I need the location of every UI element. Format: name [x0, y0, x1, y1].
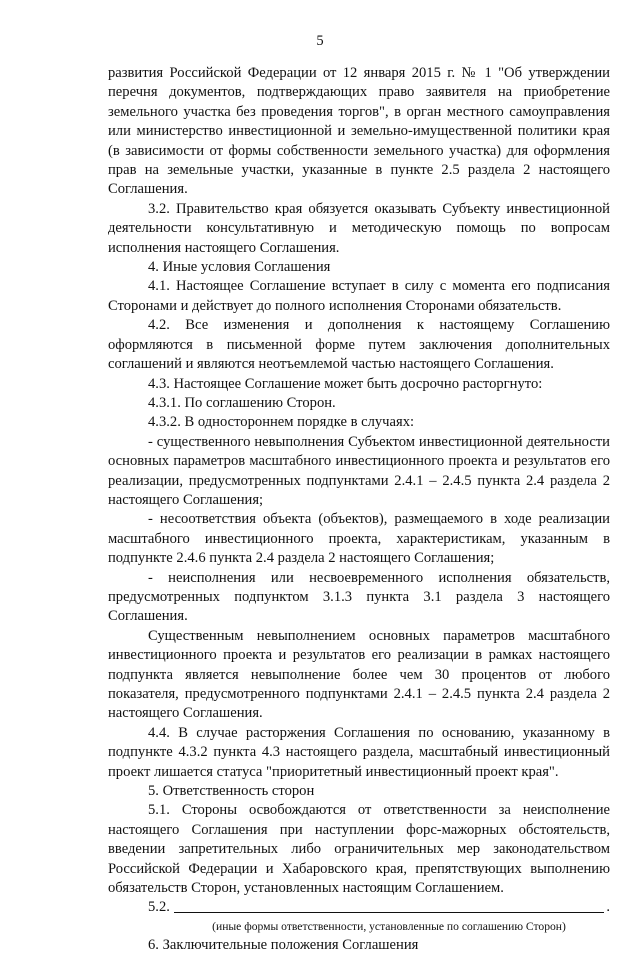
paragraph-definition: Существенным невыполнением основных параметров масштабного инвестиционного проекта и результатов его реализации в рамках настоящего подпункта является невыполнение более чем 30 процентов от любого показателя, предусмотренного подпунктами 2.4.1 – 2.4.5 пункта 2.4 раздела 2 настоящего Соглашения. — [108, 627, 610, 722]
document-body — [108, 64, 610, 955]
section-heading-4: 4. Иные условия Соглашения — [148, 259, 331, 276]
list-item-nonfulfillment: - существенного невыполнения Субъектом инвестиционной деятельности основных параметров масштабного инвестиционного проекта и результатов его реализации, предусмотренных подпунктами 2.4.1 – 2.4.5 пункта 2.4 раздела 2 настоящего Соглашения; — [108, 433, 610, 508]
paragraph-4-2: 4.2. Все изменения и дополнения к настоящему Соглашению оформляются в письменной форме путем заключения дополнительных соглашений и являются неотъемлемой частью настоящего Соглашения. — [108, 317, 610, 373]
section-heading-6: 6. Заключительные положения Соглашения — [148, 936, 419, 953]
paragraph-3-2: 3.2. Правительство края обязуется оказывать Субъекту инвестиционной деятельности консультативную и методическую помощь по вопросам исполнения настоящего Соглашения. — [108, 200, 610, 256]
blank-clause-label: 5.2. — [148, 899, 170, 916]
blank-clause-5-2 — [108, 898, 610, 917]
blank-clause-trailing: . — [606, 899, 610, 916]
blank-fill-line — [174, 911, 604, 913]
paragraph-continuation: развития Российской Федерации от 12 января 2015 г. № 1 "Об утверждении перечня документов, подтверждающих право заявителя на приобретение земельного участка без проведения торгов", в орган местного самоуправления или министерство инвестиционной и земельно-имущественной политики края (в зависимости от формы собственности земельного участка) для оформления прав на земельные участки, указанные в пункте 2.5 раздела 2 настоящего Соглашения. — [108, 65, 610, 198]
paragraph-5-1: 5.1. Стороны освобождаются от ответственности за неисполнение настоящего Соглашения при наступлении форс-мажорных обстоятельств, введении запретительных либо ограничительных мер законодательством Российской Федерации и Хабаровского края, препятствующих выполнению обязательств Сторон, установленных настоящим Соглашением. — [108, 802, 610, 897]
blank-clause-caption: (иные формы ответственности, установленные по соглашению Сторон) — [212, 919, 566, 933]
paragraph-4-1: 4.1. Настоящее Соглашение вступает в силу с момента его подписания Сторонами и действует до полного исполнения Сторонами обязательств. — [108, 278, 610, 314]
paragraph-4-4: 4.4. В случае расторжения Соглашения по основанию, указанному в подпункте 4.3.2 пункта 4.3 настоящего раздела, масштабный инвестиционный проект лишается статуса "приоритетный инвестиционный проект края". — [108, 724, 610, 780]
paragraph-4-3-2: 4.3.2. В одностороннем порядке в случаях: — [148, 414, 415, 431]
page-number: 5 — [316, 33, 324, 49]
paragraph-4-3: 4.3. Настоящее Соглашение может быть досрочно расторгнуто: — [148, 375, 543, 392]
section-heading-5: 5. Ответственность сторон — [148, 783, 315, 800]
paragraph-4-3-1: 4.3.1. По соглашению Сторон. — [148, 394, 336, 411]
list-item-nonperformance: - неисполнения или несвоевременного исполнения обязательств, предусмотренных подпунктом 3.1.3 пункта 3.1 раздела 3 настоящего Соглашения. — [108, 569, 610, 625]
list-item-nonconformity: - несоответствия объекта (объектов), размещаемого в ходе реализации масштабного инвестиционного проекта, характеристикам, указанным в подпункте 2.4.6 пункта 2.4 раздела 2 настоящего Соглашения; — [108, 511, 610, 567]
